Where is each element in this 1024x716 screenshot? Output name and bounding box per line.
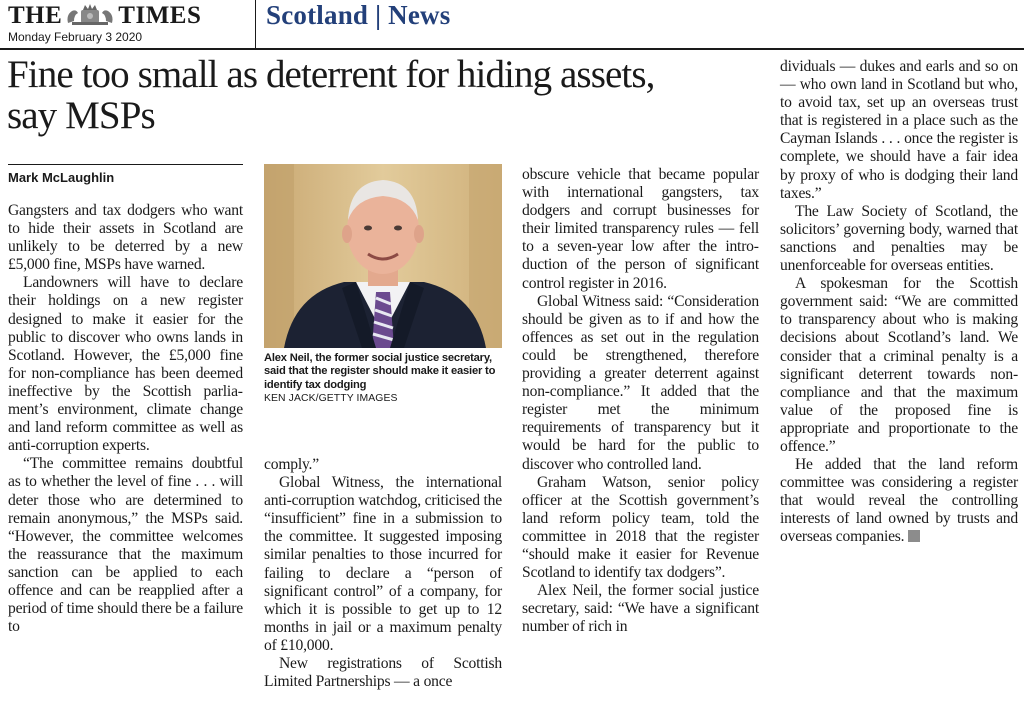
article-column-4	[780, 58, 1018, 547]
masthead-divider	[255, 0, 256, 48]
article-column-2	[264, 456, 502, 691]
paragraph: Graham Watson, senior policy officer at the Scottish government’s land reform policy team, told the committee in 2018 that the register “should make it easier for Revenue Scotland to identify tax dodgers”.	[522, 473, 759, 582]
royal-crest-icon	[64, 3, 116, 27]
masthead	[0, 0, 1024, 50]
logo-right: TIMES	[118, 2, 202, 29]
paragraph: comply.”	[264, 456, 319, 473]
paragraph: A spokesman for the Scottish government said: “We are committed to transparency about who is making decisions about Scotland’s land. We consider that a criminal penalty is a significant deterrent towards non-compliance and that the maximum value of the proposed fine is appropriate and proportionate to the offence.”	[780, 275, 1018, 455]
photo-caption	[264, 352, 504, 406]
paragraph: Global Witness, the international anti-corruption watchdog, criticised the “insufficient” fine in a submission to the committee. It suggested imposing similar penalties to those incurred for failing to declare a “person of significant control” of a company, for which it is possible to get up to 12 months in jail or a maximum penalty of £10,000.	[264, 474, 502, 654]
paragraph: The Law Society of Scotland, the solicitors’ governing body, warned that sanctions and penalties may be unenforceable for overseas entities.	[780, 202, 1018, 275]
byline: Mark McLaughlin	[8, 170, 115, 185]
headline	[7, 54, 767, 136]
logo-left: THE	[8, 2, 63, 29]
paragraph: dividuals — dukes and earls and so on — who own land in Scotland but who, to avoid tax, set up an overseas trust that is registered in a place such as the Cayman Islands . . . once the register is complete, we should have a fair idea by proxy of who is dodging their land taxes.”	[780, 58, 1018, 202]
times-logo[interactable]	[8, 2, 201, 30]
article-photo	[264, 164, 502, 348]
photo-credit: KEN JACK/GETTY IMAGES	[264, 393, 398, 405]
end-of-article-square-icon	[908, 530, 920, 542]
headline-line-2: say MSPs	[7, 94, 155, 137]
publication-date: Monday February 3 2020	[8, 30, 143, 44]
byline-rule	[8, 164, 243, 165]
caption-text: Alex Neil, the former social justice secretary, said that the register should make it easier to identify tax dodging	[264, 352, 496, 391]
paragraph: Alex Neil, the former social justice secretary, said: “We have a significant number of rich in	[522, 582, 759, 636]
paragraph: Global Witness said: “Consideration should be given as to if and how the offences as set out in the regulation could be strengthened, therefore providing a greater deterrent against non-compliance.” It added that the register met the minimum requirements of transparency but it would be hard for the public to discover who controlled land.	[522, 292, 759, 473]
paragraph: “The committee remains doubtful as to whether the level of fine . . . will deter those who are determined to remain anonymous,” the MSPs said. “However, the committee welcomes the reassurance that the maximum sanction can be applied to each offence and can be reapplied after a period of time should there be a failure to	[8, 455, 243, 636]
paragraph: Landowners will have to declare their holdings on a new register designed to make it easier for the public to discover who owns lands in Scotland. However, the £5,000 fine for non-compliance has been deemed ineffective by the Scottish parliament’s environment, climate change and land reform committee as well as anti-corruption experts.	[8, 274, 243, 455]
section-label[interactable]: Scotland | News	[266, 0, 451, 30]
paragraph-last-text: He added that the land reform committee was considering a register that would reveal the controlling interests of land owned by trusts and overseas companies.	[780, 456, 1018, 546]
paragraph: Gangsters and tax dodgers who want to hide their assets in Scotland are unlikely to be deterred by a new £5,000 fine, MSPs have warned.	[8, 202, 243, 274]
paragraph-last	[780, 456, 1018, 546]
paragraph: obscure vehicle that became popular with international gangsters, tax dodgers and corrupt businesses for their limited transparency rules — fell to a seven-year low after the introduction of the person of significant control register in 2016.	[522, 166, 759, 292]
portrait-image	[264, 164, 502, 348]
headline-line-1: Fine too small as deterrent for hiding assets,	[7, 53, 655, 96]
article-column-1	[8, 202, 243, 636]
article-column-3	[522, 166, 759, 636]
paragraph: New registrations of Scottish Limited Partnerships — a once	[264, 655, 502, 691]
